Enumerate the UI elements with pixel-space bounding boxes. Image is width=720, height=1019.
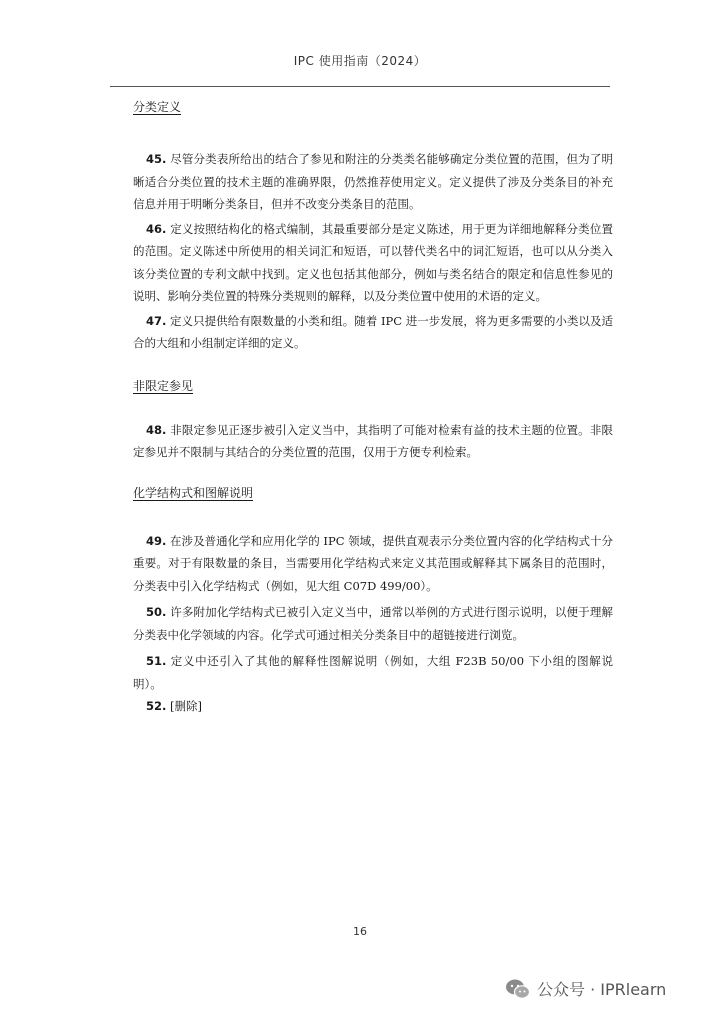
section-heading-informative-references: 非限定参见 (133, 378, 194, 393)
section-heading-chemical-formulae: 化学结构式和图解说明 (133, 485, 254, 500)
paragraph-number: 49. (146, 533, 167, 548)
paragraph-text: 定义按照结构化的格式编制，其最重要部分是定义陈述，用于更为详细地解释分类位置的范围。定义陈述中所使用的相关词汇和短语，可以替代类名中的词汇短语，也可以从分类入该分类位置的专利文献中找到。定义也包括其他部分，例如与类名结合的限定和信息性参见的说明、影响分类位置的特殊分类规则的解释，以及分类位置中使用的术语的定义。 (133, 221, 613, 303)
watermark-text: 公众号 · IPRlearn (537, 980, 667, 999)
wechat-icon (505, 978, 531, 1000)
paragraph-text: 许多附加化学结构式已被引入定义当中，通常以举例的方式进行图示说明，以便于理解分类表中化学领域的内容。化学式可通过相关分类条目中的超链接进行浏览。 (133, 605, 613, 642)
paragraph-text: 定义中还引入了其他的解释性图解说明（例如，大组 F23B 50/00 下小组的图解说明）。 (133, 654, 613, 691)
paragraph-48 (133, 419, 613, 464)
paragraph-number: 45. (146, 152, 167, 166)
watermark (505, 977, 666, 1000)
paragraph-46 (133, 218, 613, 308)
header-divider (110, 86, 610, 87)
paragraph-number: 46. (146, 221, 167, 236)
paragraph-number: 52. (146, 699, 167, 713)
page-body (133, 96, 613, 718)
paragraph-45 (133, 148, 613, 216)
paragraph-47 (133, 310, 613, 355)
paragraph-text: [删除] (166, 699, 203, 713)
paragraph-text: 在涉及普通化学和应用化学的 IPC 领域，提供直观表示分类位置内容的化学结构式十分重要。对于有限数量的条目，当需要用化学结构式来定义其范围或解释其下属条目的范围时，分类表中引入化学结构式（例如，见大组 C07D 499/00）。 (133, 533, 613, 593)
paragraph-49 (133, 530, 613, 598)
paragraph-51 (133, 650, 613, 695)
paragraph-number: 50. (146, 605, 167, 619)
paragraph-number: 47. (146, 313, 167, 328)
page-number: 16 (353, 925, 367, 938)
paragraph-52 (133, 695, 613, 718)
paragraph-50 (133, 601, 613, 646)
paragraph-text: 尽管分类表所给出的结合了参见和附注的分类类名能够确定分类位置的范围，但为了明晰适合分类位置的技术主题的准确界限，仍然推荐使用定义。定义提供了涉及分类条目的补充信息并用于明晰分类条目，但并不改变分类条目的范围。 (133, 152, 613, 211)
paragraph-text: 非限定参见正逐步被引入定义当中，其指明了可能对检索有益的技术主题的位置。非限定参见并不限制与其结合的分类位置的范围，仅用于方便专利检索。 (133, 422, 613, 459)
section-heading-definitions: 分类定义 (133, 100, 182, 114)
running-header: IPC 使用指南（2024） (293, 54, 427, 68)
paragraph-text: 定义只提供给有限数量的小类和组。随着 IPC 进一步发展，将为更多需要的小类以及适合的大组和小组制定详细的定义。 (133, 313, 613, 350)
paragraph-number: 48. (146, 422, 167, 437)
paragraph-number: 51. (146, 654, 167, 668)
